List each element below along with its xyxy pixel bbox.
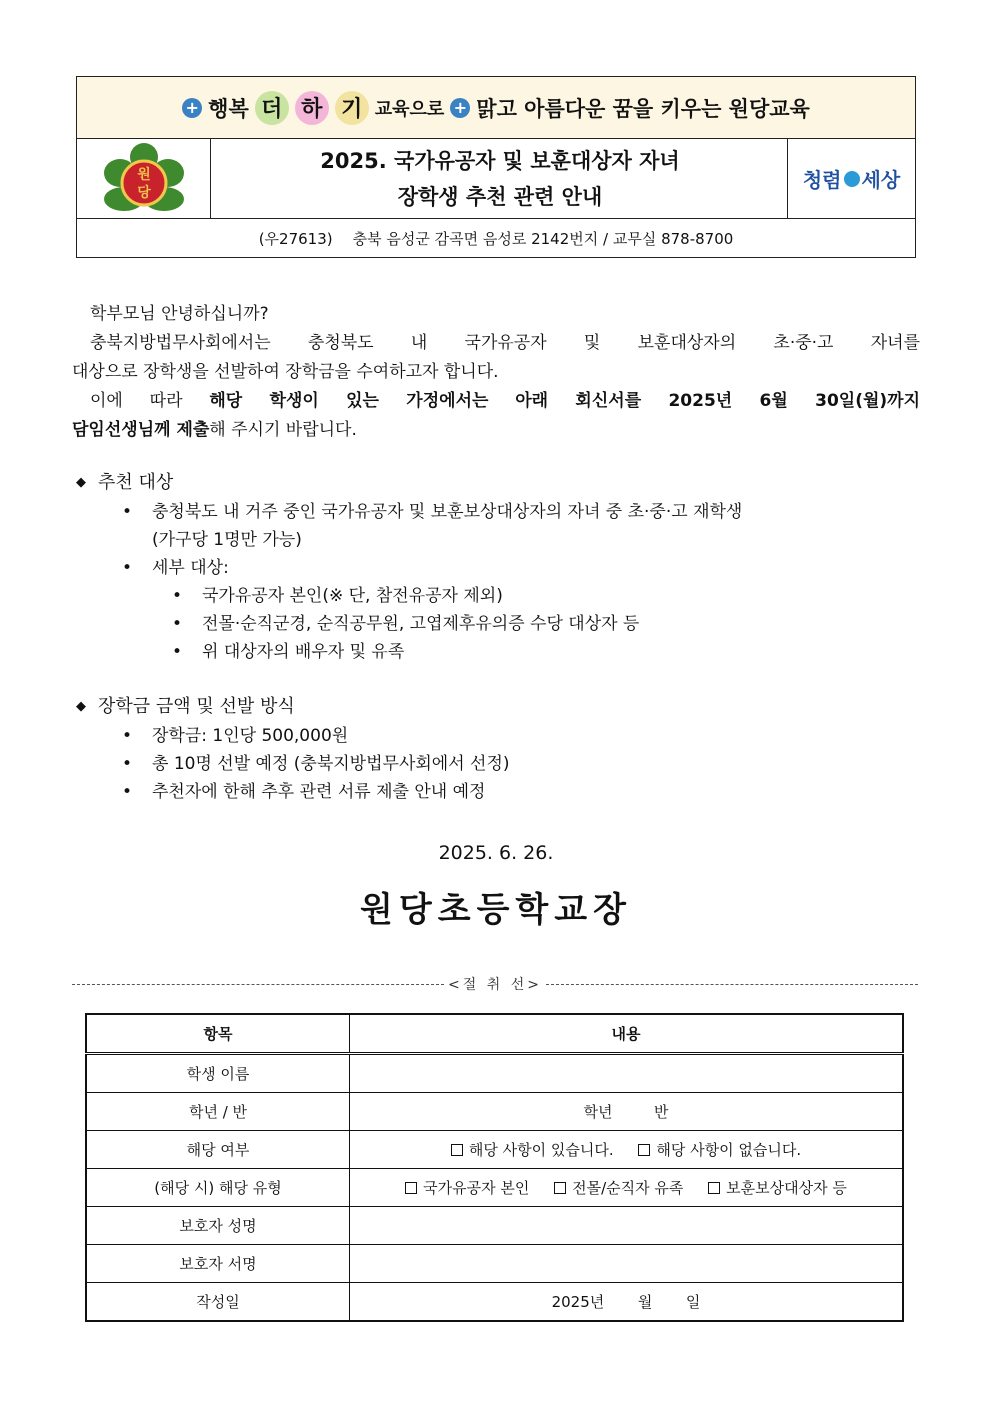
para2-part-d: 담임선생님께 제출 — [72, 420, 210, 440]
para2-part-c: 아래 회신서를 2025년 6월 30일(월)까지 — [515, 391, 921, 411]
list-item: • 충청북도 내 거주 중인 국가유공자 및 보훈보상대상자의 자녀 중 초·중·고 재학생 — [72, 498, 920, 526]
section-heading — [72, 692, 920, 722]
checkbox[interactable] — [451, 1144, 463, 1156]
list-item: • 세부 대상: — [72, 554, 920, 582]
list-item-cont: (가구당 1명만 가능) — [152, 530, 302, 550]
diamond-icon: ◆ — [76, 699, 86, 714]
emblem-text-2: 당 — [137, 185, 151, 201]
title-row — [77, 139, 915, 219]
paragraph-2 — [72, 387, 920, 416]
header-content: 내용 — [350, 1014, 904, 1054]
principal-signature: 원당초등학교장 — [360, 890, 632, 930]
plus-icon: + — [182, 98, 202, 118]
list-item: • 추천자에 한해 추후 관련 서류 제출 안내 예정 — [72, 778, 920, 806]
postal-code: (우27613) — [258, 229, 333, 248]
table-row — [86, 1207, 903, 1245]
paragraph-1: 충북지방법무사회에서는 충청북도 내 국가유공자 및 보훈대상자의 초·중·고 자녀를 — [90, 333, 920, 353]
label-applicable: 해당 여부 — [86, 1131, 350, 1169]
dashed-line — [546, 984, 918, 985]
section-scholarship — [72, 692, 920, 806]
section-heading — [72, 468, 920, 498]
option-no[interactable]: 해당 사항이 없습니다. — [638, 1141, 801, 1159]
section-title: 추천 대상 — [98, 472, 174, 493]
option-type-3[interactable]: 보훈보상대상자 등 — [708, 1179, 847, 1197]
checkbox[interactable] — [554, 1182, 566, 1194]
sub-list-item: • 국가유공자 본인(※ 단, 참전유공자 제외) — [72, 582, 920, 610]
option-type-1[interactable]: 국가유공자 본인 — [405, 1179, 529, 1197]
slogan-bubble-2: 하 — [295, 91, 329, 125]
section-title: 장학금 금액 및 선발 방식 — [98, 696, 295, 717]
type-options — [350, 1169, 904, 1207]
option-type-2[interactable]: 전몰/순직자 유족 — [554, 1179, 683, 1197]
issue-date: 2025. 6. 26. — [438, 842, 554, 864]
school-emblem-icon — [77, 139, 211, 219]
document-title — [211, 139, 789, 218]
date-field[interactable]: 2025년 월 일 — [350, 1283, 904, 1322]
emblem-text-1: 원 — [137, 167, 151, 183]
para2-part-e: 해 주시기 바랍니다. — [209, 420, 357, 440]
guardian-signature-field[interactable] — [350, 1245, 904, 1283]
letterhead — [76, 76, 916, 258]
para2-part-a: 이에 따라 — [90, 391, 183, 411]
greeting: 학부모님 안녕하십니까? — [90, 304, 269, 324]
label-date: 작성일 — [86, 1283, 350, 1322]
cut-line — [72, 972, 918, 996]
slogan-bubble-3: 기 — [335, 91, 369, 125]
school-address: 충북 음성군 감곡면 음성로 2142번지 / 교무실 878-8700 — [352, 229, 734, 248]
diamond-icon: ◆ — [76, 475, 86, 490]
label-type: (해당 시) 해당 유형 — [86, 1169, 350, 1207]
dashed-line — [72, 984, 444, 985]
student-name-field[interactable] — [350, 1054, 904, 1093]
checkbox[interactable] — [405, 1182, 417, 1194]
integrity-brand — [787, 139, 915, 218]
paragraph-1-cont: 대상으로 장학생을 선발하여 장학금을 수여하고자 합니다. — [72, 362, 499, 382]
applicable-options — [350, 1131, 904, 1169]
sub-list-item: • 위 대상자의 배우자 및 유족 — [72, 638, 920, 666]
checkbox[interactable] — [708, 1182, 720, 1194]
class-field[interactable]: 학년 반 — [350, 1093, 904, 1131]
reply-form — [85, 1013, 904, 1322]
slogan-pre: 행복 — [208, 96, 249, 121]
para2-part-b: 해당 학생이 있는 가정에서는 — [209, 391, 489, 411]
slogan-banner — [77, 77, 915, 139]
checkbox[interactable] — [638, 1144, 650, 1156]
slogan-bubble-1: 더 — [255, 91, 289, 125]
table-row — [86, 1169, 903, 1207]
header-item: 항목 — [86, 1014, 350, 1054]
title-line-2: 장학생 추천 관련 안내 — [397, 184, 603, 209]
table-row — [86, 1054, 903, 1093]
globe-icon — [844, 171, 860, 187]
option-yes[interactable]: 해당 사항이 있습니다. — [451, 1141, 614, 1159]
cut-line-label: <절 취 선> — [448, 977, 542, 993]
address-row — [77, 219, 915, 257]
guardian-name-field[interactable] — [350, 1207, 904, 1245]
label-class: 학년 / 반 — [86, 1093, 350, 1131]
title-line-1: 2025. 국가유공자 및 보훈대상자 자녀 — [320, 148, 680, 173]
list-item: • 총 10명 선발 예정 (충북지방법무사회에서 선정) — [72, 750, 920, 778]
school-emblem — [77, 139, 211, 218]
paragraph-2-cont — [72, 416, 920, 445]
sub-list-item: • 전몰·순직군경, 순직공무원, 고엽제후유의증 수당 대상자 등 — [72, 610, 920, 638]
table-row — [86, 1283, 903, 1322]
section-eligibility — [72, 468, 920, 666]
slogan-post: 맑고 아름다운 꿈을 키우는 원당교육 — [476, 96, 810, 121]
table-row — [86, 1245, 903, 1283]
brand-right: 세상 — [861, 168, 901, 192]
table-row — [86, 1131, 903, 1169]
list-item: • 장학금: 1인당 500,000원 — [72, 722, 920, 750]
table-row — [86, 1093, 903, 1131]
plus-icon: + — [450, 98, 470, 118]
label-student-name: 학생 이름 — [86, 1054, 350, 1093]
letter-body — [72, 300, 920, 445]
slogan-mid: 교육으로 — [374, 98, 445, 120]
label-guardian: 보호자 성명 — [86, 1207, 350, 1245]
label-signature: 보호자 서명 — [86, 1245, 350, 1283]
brand-left: 청렴 — [802, 168, 842, 192]
table-header-row — [86, 1014, 903, 1054]
